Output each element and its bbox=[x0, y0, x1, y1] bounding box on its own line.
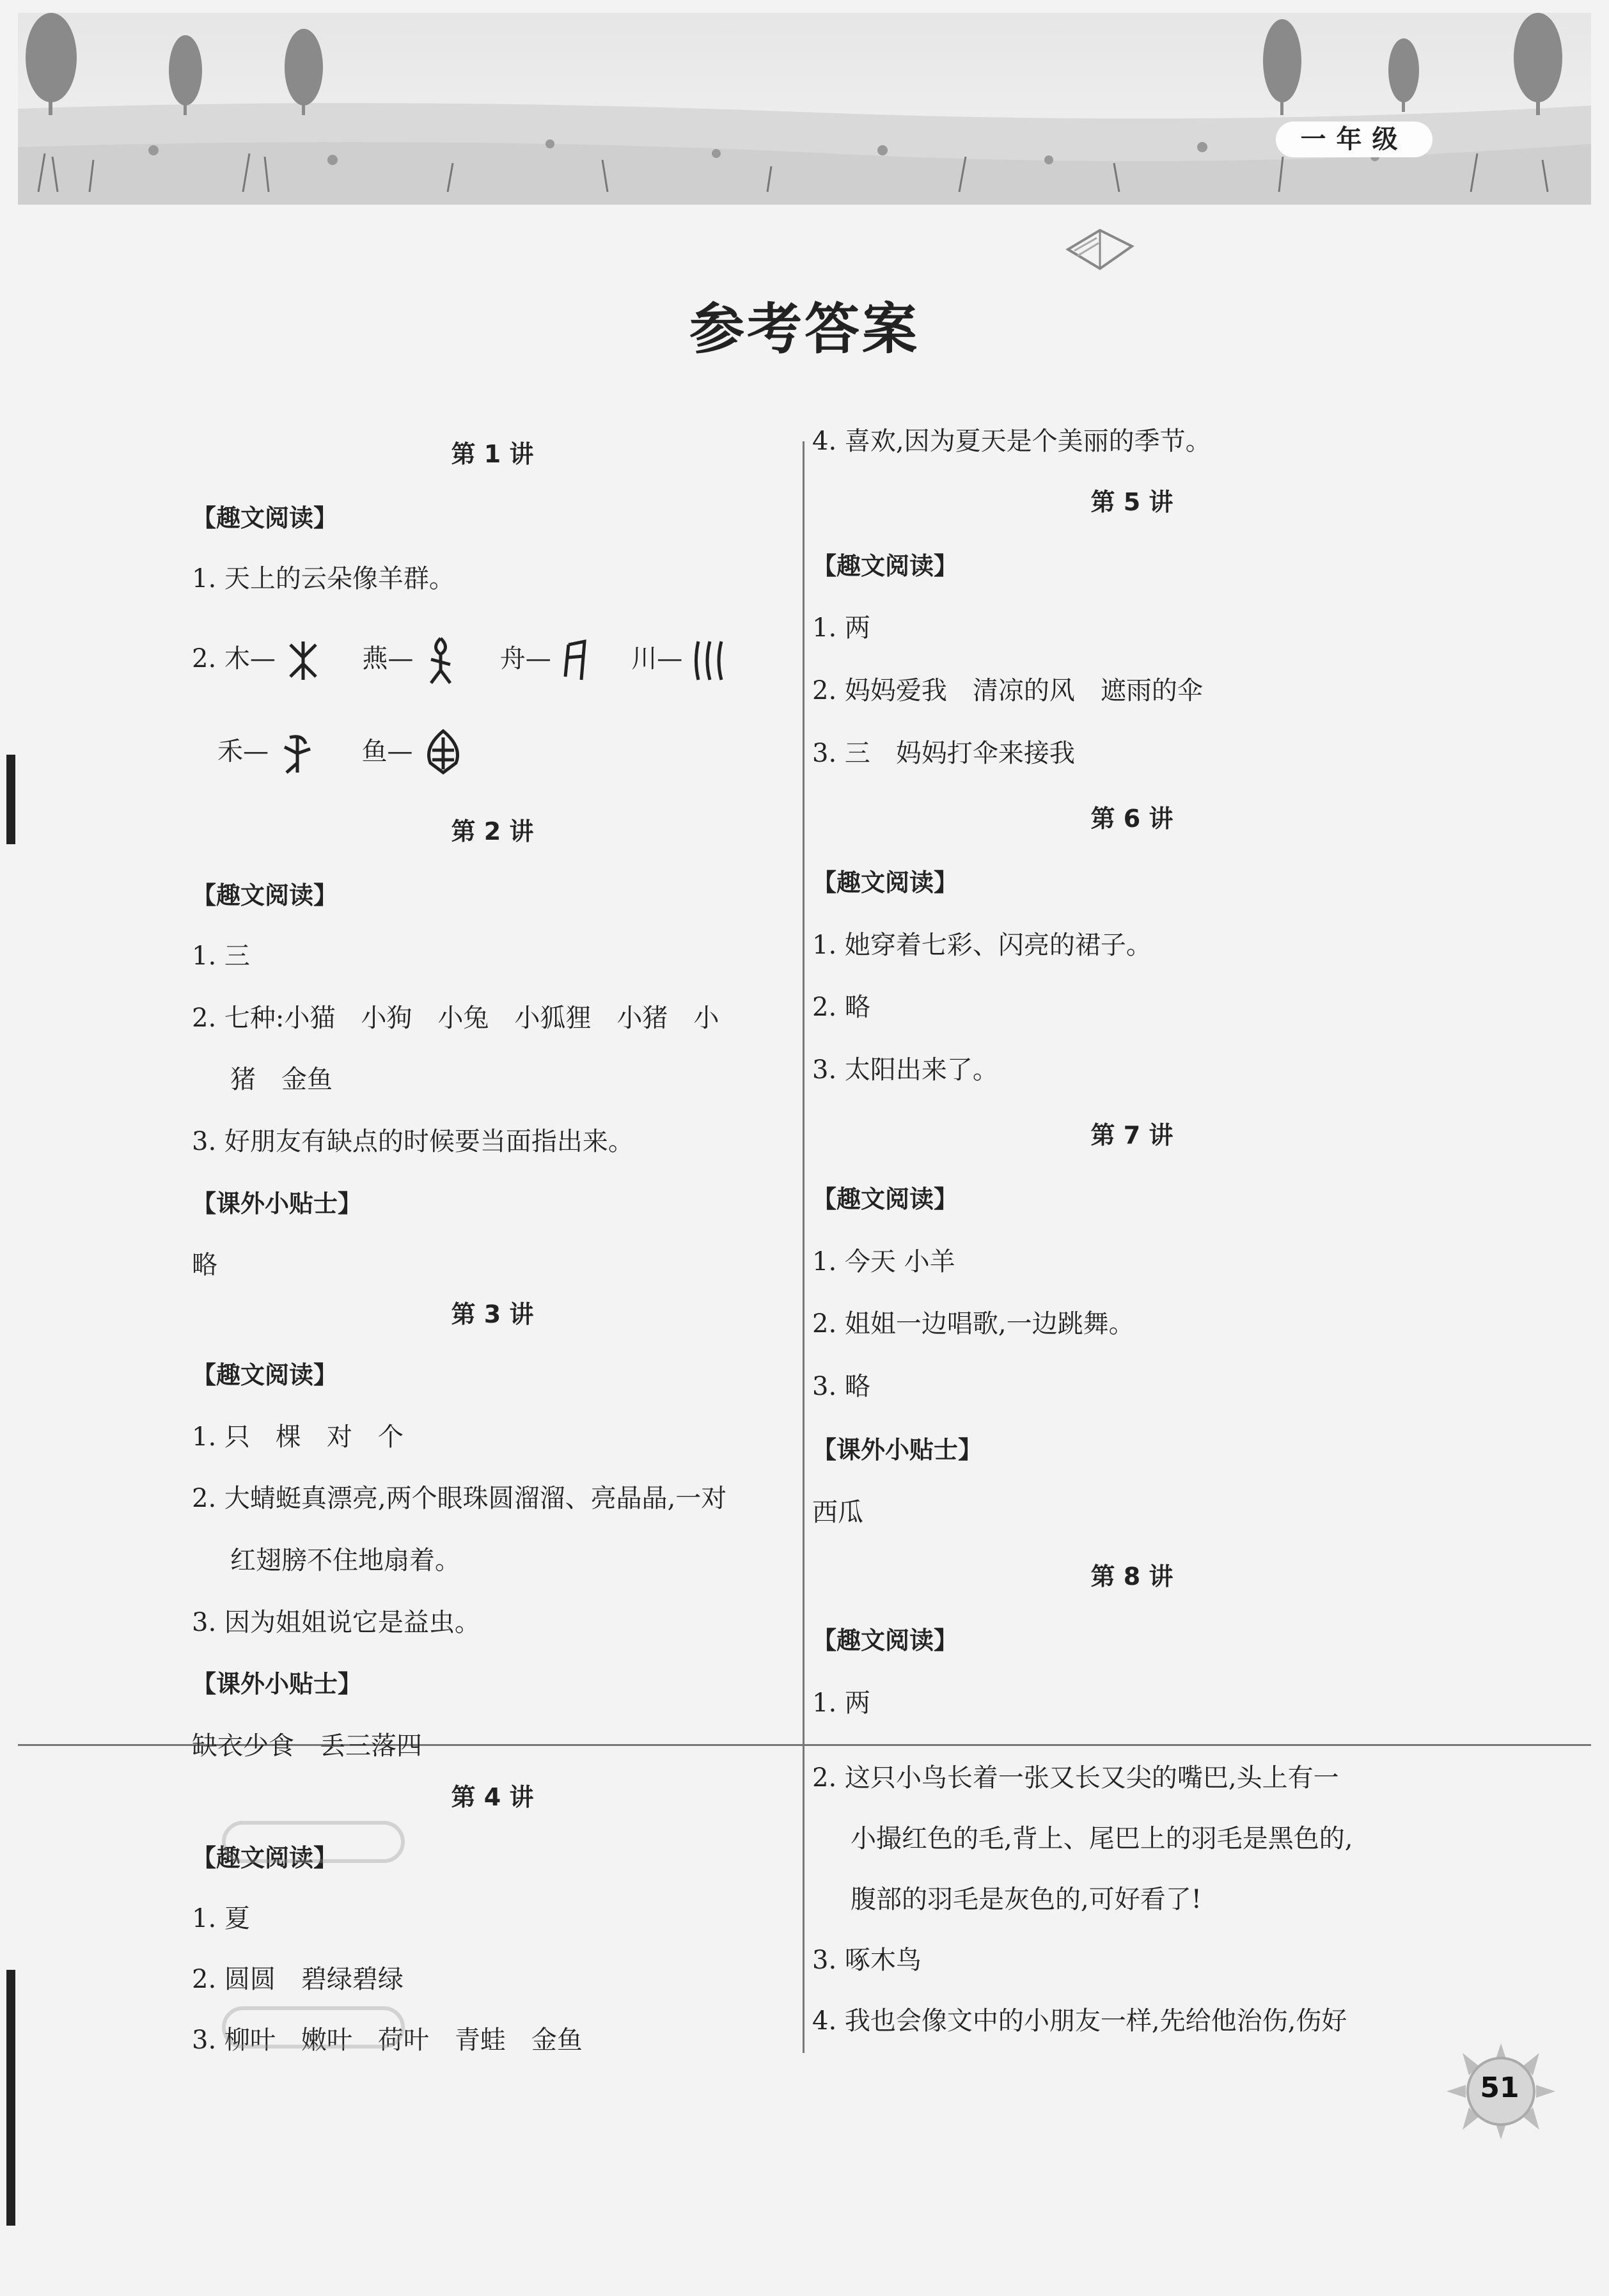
pair-label: 木— bbox=[224, 644, 276, 673]
watermark-graphic bbox=[217, 1810, 409, 1874]
answer-number: 2. bbox=[192, 644, 224, 673]
section-tag: 【课外小贴士】 bbox=[192, 1670, 363, 1698]
answer-line: 4. 我也会像文中的小朋友一样,先给他治伤,伤好 bbox=[812, 2006, 1347, 2036]
scan-edge-mark bbox=[6, 1970, 15, 2226]
lecture-heading: 第 6 讲 bbox=[1090, 805, 1173, 833]
answer-line: 1. 她穿着七彩、闪亮的裙子。 bbox=[812, 931, 1152, 960]
oracle-yu-glyph-icon bbox=[421, 728, 466, 779]
oracle-chuan-glyph-icon bbox=[691, 638, 729, 683]
pair-label: 燕— bbox=[362, 644, 414, 673]
section-tag: 【趣文阅读】 bbox=[192, 504, 338, 532]
answer-line: 小撮红色的毛,背上、尾巴上的羽毛是黑色的, bbox=[851, 1824, 1353, 1853]
section-tag: 【趣文阅读】 bbox=[192, 881, 338, 909]
answer-line: 2. 七种:小猫 小狗 小兔 小狐狸 小猪 小 bbox=[192, 1003, 719, 1033]
answer-line: 2. 略 bbox=[812, 993, 870, 1022]
pair-label: 舟— bbox=[499, 644, 551, 673]
column-divider bbox=[803, 441, 804, 2053]
answer-line: 3. 啄木鸟 bbox=[812, 1946, 922, 1975]
answer-line: 1. 三 bbox=[192, 941, 250, 971]
section-tag: 【趣文阅读】 bbox=[812, 552, 959, 580]
section-tag: 【趣文阅读】 bbox=[812, 1185, 959, 1213]
answer-line: 略 bbox=[192, 1250, 217, 1280]
book-icon bbox=[1062, 211, 1138, 281]
answer-line: 1. 两 bbox=[812, 1688, 870, 1718]
glyph-match-row bbox=[217, 723, 466, 780]
oracle-yan-glyph-icon bbox=[421, 635, 460, 686]
watermark-graphic bbox=[217, 1995, 409, 2059]
section-tag: 【趣文阅读】 bbox=[812, 869, 959, 897]
oracle-mu-glyph-icon bbox=[284, 638, 322, 683]
oracle-zhou-glyph-icon bbox=[559, 638, 591, 683]
answer-line: 1. 天上的云朵像羊群。 bbox=[192, 564, 455, 594]
grade-label: 一年级 bbox=[1276, 122, 1432, 157]
meadow-illustration bbox=[0, 0, 1609, 211]
pair-label: 川— bbox=[631, 644, 683, 673]
lecture-heading: 第 4 讲 bbox=[451, 1783, 534, 1811]
answer-line: 1. 今天 小羊 bbox=[812, 1247, 955, 1277]
answer-line: 红翅膀不住地扇着。 bbox=[230, 1546, 460, 1575]
answer-line: 1. 两 bbox=[812, 613, 870, 643]
answer-line: 3. 略 bbox=[812, 1372, 870, 1401]
pair-label: 禾— bbox=[217, 737, 269, 766]
answer-line: 2. 圆圆 碧绿碧绿 bbox=[192, 1965, 404, 1994]
answer-line: 2. 这只小鸟长着一张又长又尖的嘴巴,头上有一 bbox=[812, 1763, 1339, 1793]
lecture-heading: 第 5 讲 bbox=[1090, 488, 1173, 516]
section-tag: 【课外小贴士】 bbox=[192, 1190, 363, 1218]
oracle-he-glyph-icon bbox=[277, 731, 315, 776]
section-tag: 【课外小贴士】 bbox=[812, 1436, 983, 1464]
header-banner bbox=[0, 0, 1609, 211]
glyph-match-row bbox=[192, 630, 729, 688]
section-tag: 【趣文阅读】 bbox=[192, 1361, 338, 1389]
pair-label: 鱼— bbox=[361, 737, 413, 766]
lecture-heading: 第 1 讲 bbox=[451, 440, 534, 468]
answer-line: 3. 太阳出来了。 bbox=[812, 1055, 998, 1085]
answer-line: 1. 夏 bbox=[192, 1904, 250, 1933]
answer-line: 腹部的羽毛是灰色的,可好看了! bbox=[851, 1885, 1202, 1914]
lecture-heading: 第 8 讲 bbox=[1090, 1562, 1173, 1591]
answer-line: 西瓜 bbox=[812, 1498, 863, 1527]
lecture-heading: 第 2 讲 bbox=[451, 817, 534, 845]
answer-line: 3. 因为姐姐说它是益虫。 bbox=[192, 1608, 480, 1637]
answer-line: 缺衣少食 丢三落四 bbox=[192, 1731, 422, 1761]
answer-line: 2. 妈妈爱我 清凉的风 遮雨的伞 bbox=[812, 676, 1203, 705]
page-number: 51 bbox=[1480, 2072, 1519, 2104]
answer-line: 3. 好朋友有缺点的时候要当面指出来。 bbox=[192, 1127, 634, 1156]
page-title: 参考答案 bbox=[689, 297, 920, 361]
lecture-heading: 第 3 讲 bbox=[451, 1300, 534, 1328]
answer-line: 3. 三 妈妈打伞来接我 bbox=[812, 739, 1075, 768]
answer-line: 1. 只 棵 对 个 bbox=[192, 1422, 404, 1452]
answer-line: 2. 姐姐一边唱歌,一边跳舞。 bbox=[812, 1309, 1134, 1339]
answer-line: 猪 金鱼 bbox=[230, 1065, 333, 1094]
answer-line: 3. 柳叶 嫩叶 荷叶 青蛙 金鱼 bbox=[192, 2025, 583, 2055]
answer-line: 4. 喜欢,因为夏天是个美丽的季节。 bbox=[812, 427, 1211, 456]
lecture-heading: 第 7 讲 bbox=[1090, 1121, 1173, 1149]
section-tag: 【趣文阅读】 bbox=[812, 1626, 959, 1655]
section-tag: 【趣文阅读】 bbox=[192, 1844, 338, 1872]
answer-line: 2. 大蜻蜓真漂亮,两个眼珠圆溜溜、亮晶晶,一对 bbox=[192, 1484, 727, 1513]
scan-edge-mark bbox=[6, 755, 15, 844]
